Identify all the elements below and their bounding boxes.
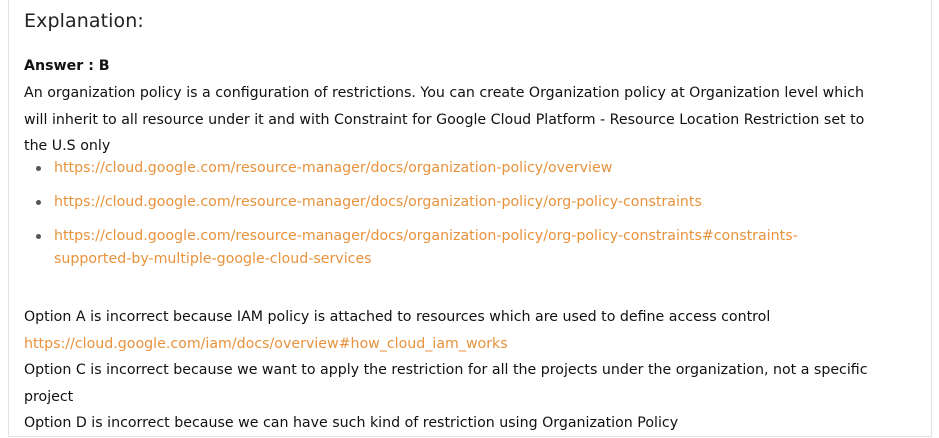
answer-label: Answer : B bbox=[24, 58, 110, 74]
reference-list-item bbox=[24, 157, 798, 180]
reference-link-overview[interactable]: https://cloud.google.com/resource-manager/docs/organization-policy/overview bbox=[54, 160, 613, 176]
reference-link-constraints-multiple-services[interactable] bbox=[54, 228, 798, 267]
options-explanation bbox=[24, 304, 868, 437]
bullet-icon bbox=[36, 200, 41, 205]
explanation-paragraph bbox=[24, 80, 864, 160]
paragraph-line-1: An organization policy is a configuration of restrictions. You can create Organization policy at Organization level which bbox=[24, 85, 864, 101]
explanation-panel bbox=[8, 0, 932, 437]
explanation-heading: Explanation: bbox=[24, 10, 144, 32]
paragraph-line-2: will inherit to all resource under it and with Constraint for Google Cloud Platform - Resource Location Restriction set to bbox=[24, 111, 865, 128]
bullet-icon bbox=[36, 166, 41, 171]
reference-list-item bbox=[24, 225, 798, 271]
option-d-text: Option D is incorrect because we can have such kind of restriction using Organization Policy bbox=[24, 415, 679, 431]
option-a-text: Option A is incorrect because IAM policy is attached to resources which are used to define access control bbox=[24, 309, 771, 325]
bullet-icon bbox=[36, 234, 41, 239]
reference-link-org-policy-constraints[interactable]: https://cloud.google.com/resource-manager/docs/organization-policy/org-policy-constraints bbox=[54, 194, 702, 210]
link-line-1[interactable]: https://cloud.google.com/resource-manager/docs/organization-policy/org-policy-constraints#constraints- bbox=[54, 228, 798, 244]
reference-links-list bbox=[24, 157, 798, 282]
iam-overview-link[interactable]: https://cloud.google.com/iam/docs/overview#how_cloud_iam_works bbox=[24, 335, 508, 352]
option-c-text-line-1: Option C is incorrect because we want to apply the restriction for all the projects under the organization, not a specific bbox=[24, 362, 868, 378]
option-c-text-line-2: project bbox=[24, 388, 74, 405]
link-line-2[interactable]: supported-by-multiple-google-cloud-services bbox=[54, 251, 372, 267]
paragraph-line-3: the U.S only bbox=[24, 138, 111, 154]
reference-list-item bbox=[24, 191, 798, 214]
